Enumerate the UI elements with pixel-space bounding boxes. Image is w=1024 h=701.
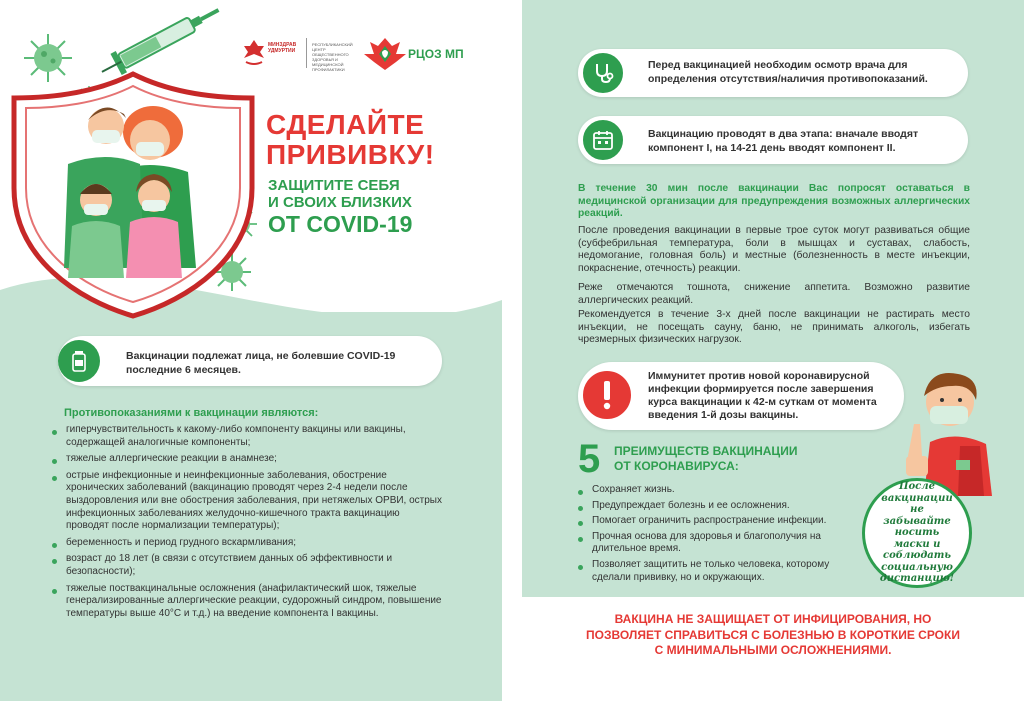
stethoscope-icon-circle [580,50,626,96]
subtitle-line1: ЗАЩИТИТЕ СЕБЯ [268,177,400,194]
list-item: Прочная основа для здоровья и благополучия на длительное время. [578,531,864,556]
list-item: тяжелые аллергические реакции в анамнезе; [52,453,444,466]
contraindications-heading: Противопоказаниями к вакцинации являются: [64,407,319,419]
exclamation-icon [602,380,612,410]
immunity-text: Иммунитет против новой коронавирусной инфекции формируется после завершения курса вакцинации к 42-м суткам от момента введения 1-й дозы вакцины. [648,370,877,421]
boy-thumbs-up-illustration [900,360,1000,496]
calendar-icon [592,129,614,151]
vial-icon-circle [58,340,100,382]
warning-icon-circle [580,368,634,422]
list-item: Предупреждает болезнь и ее осложнения. [578,500,864,513]
rcoz-logo-text: РЦОЗ МП [408,47,464,61]
benefits-list [578,484,864,587]
main-title-line1: СДЕЛАЙТЕ [266,109,425,140]
reactions-paragraph: После проведения вакцинации в первые трое суток могут развиваться общие (субфебрильная температура, боли в мышцах и суставах, слабость, недомогание, головная боль) и местные (болезненность в месте инъекции, покраснение, отечность) реакции. [578,225,970,274]
bottom-warning-text: ВАКЦИНА НЕ ЗАЩИЩАЕТ ОТ ИНФИЦИРОВАНИЯ, НО ПОЗВОЛЯЕТ СПРАВИТЬСЯ С БОЛЕЗНЬЮ В КОРОТКИЕ СРОКИ С МИНИМАЛЬНЫМИ ОСЛОЖНЕНИЯМИ. [586,612,960,657]
logo-divider [306,38,307,68]
list-item: Помогает ограничить распространение инфекции. [578,515,864,528]
benefits-heading-line1: ПРЕИМУЩЕСТВ ВАКЦИНАЦИИ [614,444,798,458]
right-page [522,0,1024,701]
info-box-text: Вакцинации подлежат лица, не болевшие COVID-19 последние 6 месяцев. [126,350,396,376]
observation-note: В течение 30 мин после вакцинации Вас попросят оставаться в медицинской организации для предупреждения возможных аллергических реакций. [578,183,970,220]
left-page [0,0,502,701]
list-item: Позволяет защитить не только человека, которому сделали прививку, но и окружающих. [578,559,864,584]
minzdrav-logo-icon [242,38,266,66]
list-item: возраст до 18 лет (в связи с отсутствием данных об эффективности и безопасности); [52,553,444,578]
recommendations-paragraph: Рекомендуется в течение 3-х дней после вакцинации не растирать место инъекции, не посещать сауну, баню, не принимать алкоголь, избегать чрезмерных физических нагрузок. [578,309,970,346]
calendar-icon-circle [580,117,626,163]
two-stages-text: Вакцинацию проводят в два этапа: вначале вводят компонент I, на 14-21 день вводят компонент II. [648,128,919,154]
stethoscope-icon [591,61,615,85]
subtitle-line2: И СВОИХ БЛИЗКИХ [268,194,412,211]
center-logo-text: РЕСПУБЛИКАНСКИЙ ЦЕНТР ОБЩЕСТВЕННОГО ЗДОРОВЬЯ И МЕДИЦИНСКОЙ ПРОФИЛАКТИКИ [312,42,353,72]
subtitle-line3: ОТ COVID-19 [268,211,413,237]
list-item: гиперчувствительность к какому-либо компоненту вакцины или вакцины, содержащей аналогичные компоненты; [52,424,444,449]
rare-reactions-paragraph: Реже отмечаются тошнота, снижение аппетита. Возможно развитие аллергических реакций. [578,282,970,306]
doctor-exam-text: Перед вакцинацией необходим осмотр врача для определения отсутствия/наличия противопоказаний. [648,59,928,85]
main-title-line2: ПРИВИВКУ! [266,139,435,170]
five-number: 5 [578,437,601,481]
vial-icon [70,350,88,372]
list-item: острые инфекционные и неинфекционные заболевания, обострение хронических заболеваний (вакцинацию проводят через 2-4 недели после выздоровления или вне обострения заболевания, при нетяжелых ОРВИ, острых инфекционных заболеваниях желудочно-кишечного тракта вакцинацию проводят после нормализации температуры); [52,470,444,533]
benefits-heading-line2: ОТ КОРОНАВИРУСА: [614,459,739,473]
list-item: Сохраняет жизнь. [578,484,864,497]
shield-family-illustration [8,68,258,320]
rcoz-logo-icon [362,36,408,72]
minzdrav-logo-text: МИНЗДРАВ УДМУРТИИ [268,42,297,54]
mask-reminder-circle [862,478,972,588]
mask-reminder-text: После вакцинации не забывайте носить маски и соблюдать социальную дистанцию! [879,481,955,585]
list-item: беременность и период грудного вскармливания; [52,537,444,550]
list-item: тяжелые поствакцинальные осложнения (анафилактический шок, тяжелые генерализированные аллергические реакции, судорожный синдром, повышение температуры выше 40°С и т.д.) на введение компонента I вакцины. [52,583,444,621]
contraindications-list [52,424,444,624]
syringe-icon [92,4,232,76]
